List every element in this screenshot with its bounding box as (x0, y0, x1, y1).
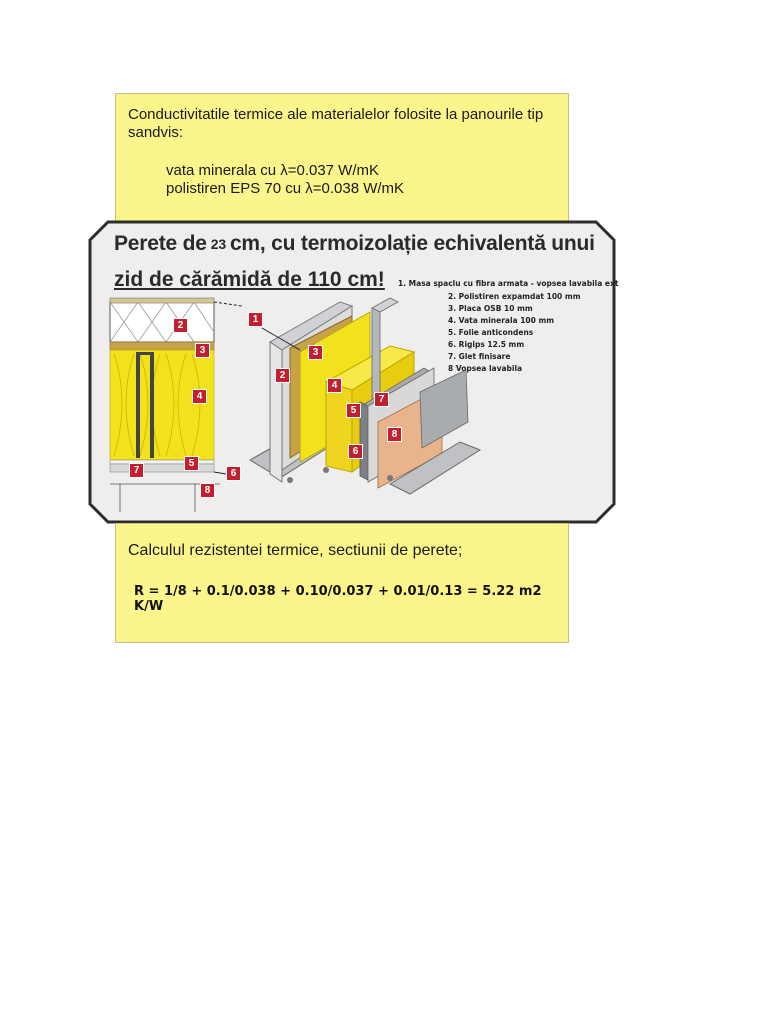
resistance-formula: R = 1/8 + 0.1/0.038 + 0.10/0.037 + 0.01/0.13 = 5.22 m2 K/W (134, 584, 542, 614)
legend-item-1: 1. Masa spaclu cu fibra armata - vopsea lavabila ext (398, 279, 619, 288)
tag-3: 3 (308, 345, 323, 360)
legend-item-4: 4. Vata minerala 100 mm (448, 316, 555, 325)
mineral-wool-line: vata minerala cu λ=0.037 W/mK (166, 162, 380, 179)
tag-2-left: 2 (173, 318, 188, 333)
wall-section (110, 298, 220, 512)
legend-item-5: 5. Folie anticondens (448, 328, 534, 337)
wall-panel (90, 222, 619, 522)
tag-6-left: 6 (226, 466, 241, 481)
eps-line: polistiren EPS 70 cu λ=0.038 W/mK (166, 180, 405, 197)
tag-2: 2 (275, 368, 290, 383)
tag-8-left: 8 (200, 483, 215, 498)
legend-item-2: 2. Polistiren expamdat 100 mm (448, 292, 581, 301)
tag-5-left: 5 (184, 456, 199, 471)
tag-7: 7 (374, 392, 389, 407)
legend-item-7: 7. Glet finisare (448, 352, 511, 361)
conductivity-box (115, 93, 569, 235)
tag-1: 1 (248, 312, 263, 327)
calculation-box (115, 523, 569, 643)
tag-7-left: 7 (129, 463, 144, 478)
legend-item-6: 6. Rigips 12.5 mm (448, 340, 525, 349)
conductivity-intro: Conductivitatile termice ale materialelor folosite la panourile tip sandvis: (128, 106, 544, 141)
title-prefix: Perete de (114, 232, 207, 255)
calculation-title: Calculul rezistentei termice, sectiunii de perete; (128, 542, 463, 559)
tag-4-left: 4 (192, 389, 207, 404)
tag-3-left: 3 (195, 343, 210, 358)
tag-8: 8 (387, 427, 402, 442)
title-number: 23 (210, 236, 226, 252)
legend-item-8: 8 Vopsea lavabila (448, 364, 523, 373)
wall-diagram (90, 222, 614, 522)
legend-item-3: 3. Placa OSB 10 mm (448, 304, 533, 313)
wall-3d-illustration (250, 298, 480, 494)
tag-4: 4 (327, 378, 342, 393)
tag-5: 5 (346, 403, 361, 418)
panel-subtitle: zid de cărămidă de 110 cm! (114, 268, 385, 291)
tag-6: 6 (348, 444, 363, 459)
title-suffix: cm, cu termoizolație echivalentă unui (229, 232, 595, 255)
